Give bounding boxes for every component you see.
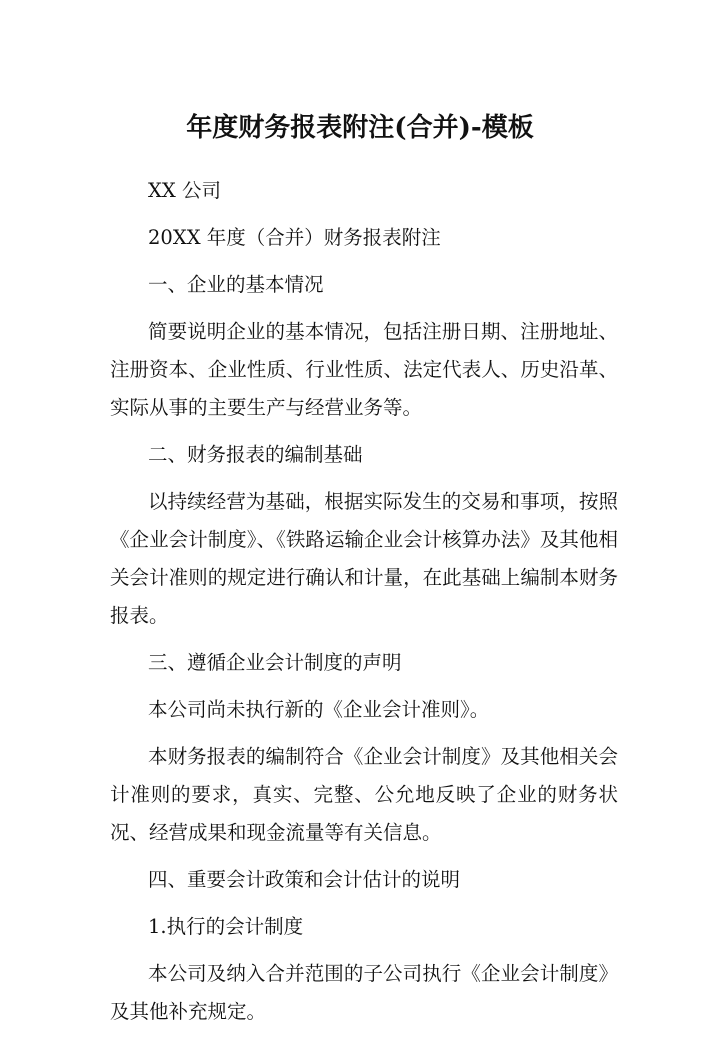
document-body <box>110 172 618 1040</box>
paragraph-basic-info: 简要说明企业的基本情况，包括注册日期、注册地址、注册资本、企业性质、行业性质、法定代表人、历史沿革、实际从事的主要生产与经营业务等。 <box>110 320 618 419</box>
company-name: XX 公司 <box>148 179 221 202</box>
paragraph-accounting-system: 本公司及纳入合并范围的子公司执行《企业会计制度》及其他补充规定。 <box>110 962 618 1023</box>
paragraph-not-adopted: 本公司尚未执行新的《企业会计准则》。 <box>148 698 490 721</box>
section-heading-4: 四、重要会计政策和会计估计的说明 <box>148 868 461 891</box>
section-heading-1: 一、企业的基本情况 <box>148 273 324 296</box>
paragraph-preparation-basis: 以持续经营为基础，根据实际发生的交易和事项，按照《企业会计制度》、《铁路运输企业会计核算办法》及其他相关会计准则的规定进行确认和计量，在此基础上编制本财务报表。 <box>110 490 618 627</box>
subsection-heading-1: 1.执行的会计制度 <box>148 915 304 938</box>
section-heading-2: 二、财务报表的编制基础 <box>148 443 363 466</box>
section-heading-3: 三、遵循企业会计制度的声明 <box>148 651 402 674</box>
document-title: 年度财务报表附注(合并)-模板 <box>186 113 534 143</box>
report-subtitle: 20XX 年度（合并）财务报表附注 <box>148 226 441 249</box>
paragraph-compliance-statement: 本财务报表的编制符合《企业会计制度》及其他相关会计准则的要求，真实、完整、公允地反映了企业的财务状况、经营成果和现金流量等有关信息。 <box>110 745 618 844</box>
